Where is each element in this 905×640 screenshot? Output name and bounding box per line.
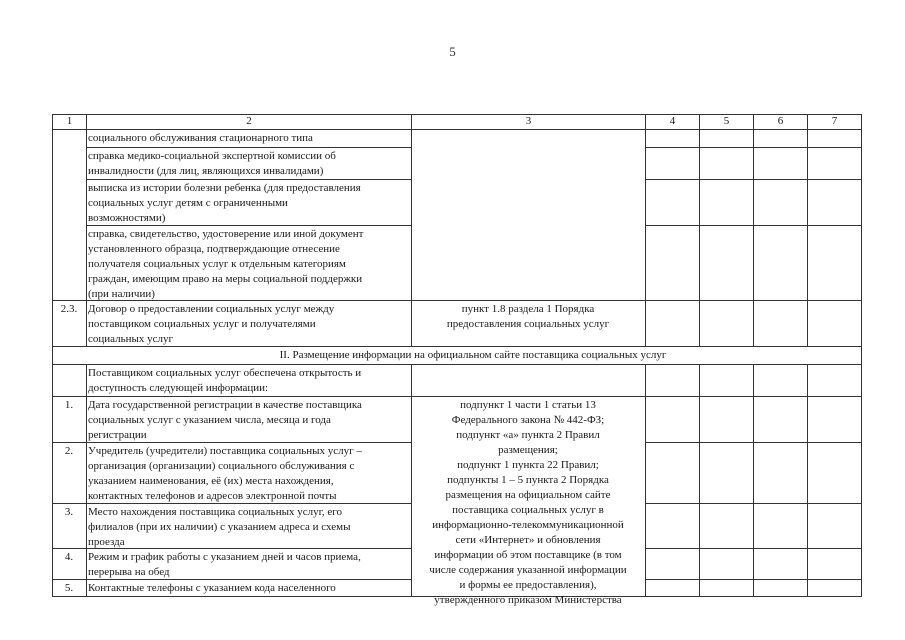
column-header: 4	[669, 115, 676, 127]
rule	[807, 364, 808, 597]
section-reference: подпункт 1 части 1 статьи 13 Федерального закона № 442-ФЗ; подпункт «а» пункта 2 Правил размещения; подпункт 1 пункта 22 Правил; подпункты 1 – 5 пункта 2 Порядка размещения на официальном сайте поставщика социальных услуг в информационно-телекоммуникационной сети «Интернет» и обновления информации об этом поставщике (в том числе содержания указанной информации и формы ее предоставления), утвержденного приказом Министерства	[429, 399, 627, 606]
row-number: 2.3.	[60, 303, 78, 315]
rule	[52, 364, 862, 365]
rule	[52, 396, 862, 397]
row-text: Контактные телефоны с указанием кода населенного	[88, 582, 336, 594]
column-header: 3	[525, 115, 532, 127]
rule	[52, 129, 862, 130]
row-text: выписка из истории болезни ребенка (для предоставления социальных услуг детям с ограниченными возможностями)	[88, 182, 361, 224]
row-text: Учредитель (учредители) поставщика социальных услуг – организация (организации) социального обслуживания с указанием наименования, её (их) места нахождения, контактных телефонов и адресов электронной почты	[88, 445, 362, 502]
rule	[411, 114, 412, 347]
rule	[645, 114, 646, 347]
rule	[52, 114, 53, 597]
row-number: 5.	[64, 582, 74, 594]
row-reference: пункт 1.8 раздела 1 Порядка предоставления социальных услуг	[446, 303, 610, 330]
rule	[699, 364, 700, 597]
row-text: справка медико-социальной экспертной комиссии об инвалидности (для лиц, являющихся инвалидами)	[88, 150, 336, 177]
rule	[86, 179, 411, 180]
column-header: 7	[831, 115, 838, 127]
row-text: Место нахождения поставщика социальных услуг, его филиалов (при их наличии) с указанием адреса и схемы проезда	[88, 506, 351, 548]
row-number: 1.	[64, 399, 74, 411]
row-text: Режим и график работы с указанием дней и часов приема, перерыва на обед	[88, 551, 361, 578]
row-number: 4.	[64, 551, 74, 563]
rule	[411, 364, 412, 597]
rule	[807, 114, 808, 347]
column-header: 6	[777, 115, 784, 127]
rule	[645, 364, 646, 597]
row-text: справка, свидетельство, удостоверение или иной документ установленного образца, подтверждающие отнесение получателя социальных услуг к отдельным категориям граждан, имеющим право на меры социальной поддержки (при наличии)	[88, 228, 364, 300]
column-header: 1	[66, 115, 73, 127]
row-text: Поставщиком социальных услуг обеспечена открытость и доступность следующей информации:	[88, 367, 362, 394]
page-number: 5	[449, 44, 456, 59]
rule	[753, 114, 754, 347]
column-header: 5	[723, 115, 730, 127]
rule	[86, 114, 87, 347]
row-text: Договор о предоставлении социальных услуг между поставщиком социальных услуг и получателями социальных услуг	[88, 303, 335, 345]
rule	[753, 364, 754, 597]
row-number: 3.	[64, 506, 74, 518]
row-number: 2.	[64, 445, 74, 457]
section-title: II. Размещение информации на официальном сайте поставщика социальных услуг	[279, 349, 667, 361]
column-header: 2	[246, 115, 252, 127]
rule	[86, 364, 87, 597]
row-text: Дата государственной регистрации в качестве поставщика социальных услуг с указанием числа, месяца и года регистрации	[88, 399, 362, 441]
rule	[861, 114, 862, 597]
rule	[699, 114, 700, 347]
row-text: социального обслуживания стационарного типа	[88, 132, 313, 144]
rule	[86, 147, 411, 148]
